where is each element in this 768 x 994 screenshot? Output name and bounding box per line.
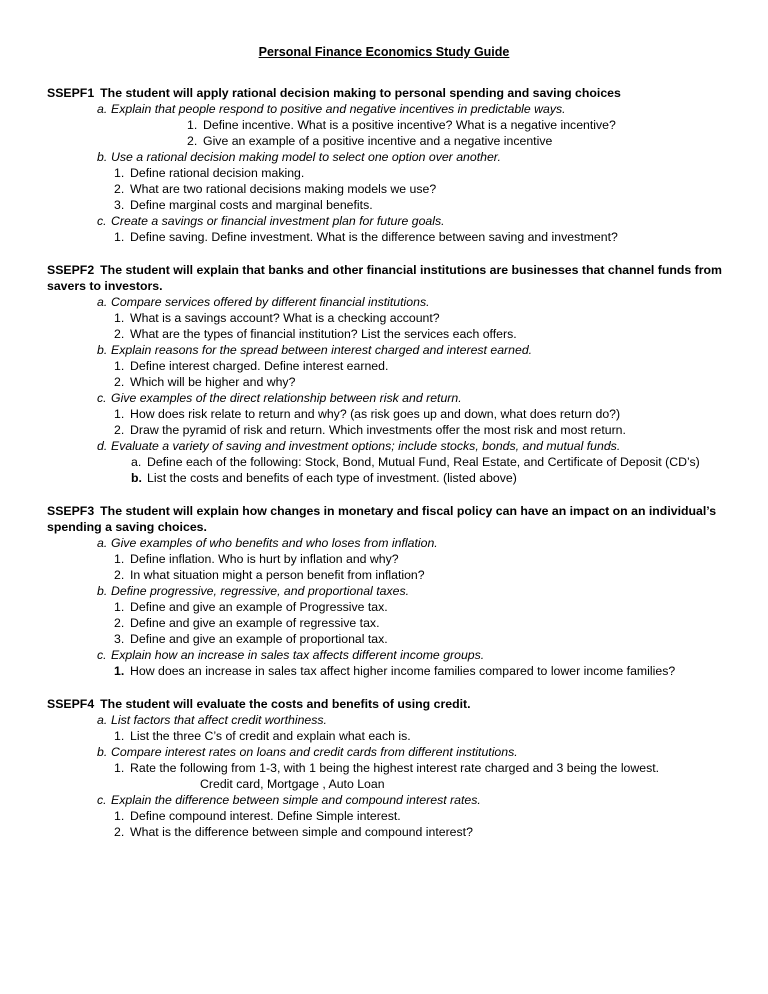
standard-heading (47, 504, 716, 519)
standard-code: SSEPF4 (47, 697, 95, 711)
objective: a. Give examples of who benefits and who loses from inflation. (97, 536, 438, 550)
standard-heading (47, 697, 471, 712)
objective: b. Explain reasons for the spread between interest charged and interest earned. (97, 343, 533, 357)
standard-text: The student will explain that banks and other financial institutions are businesses that channel funds from (100, 263, 722, 277)
objective: c. Create a savings or financial investment plan for future goals. (97, 214, 445, 228)
page-title: Personal Finance Economics Study Guide (258, 45, 510, 59)
question: 1. Define incentive. What is a positive incentive? What is a negative incentive? (187, 118, 616, 132)
standard-heading (47, 86, 621, 101)
standard-heading-continued: savers to investors. (47, 279, 163, 293)
question: 1. Define inflation. Who is hurt by inflation and why? (114, 552, 399, 566)
question: 1. Define compound interest. Define Simple interest. (114, 809, 401, 823)
question: 2. In what situation might a person benefit from inflation? (114, 568, 425, 582)
question: 1. Define interest charged. Define interest earned. (114, 359, 389, 373)
question: a. Define each of the following: Stock, Bond, Mutual Fund, Real Estate, and Certificate of Deposit (CD’s) (131, 455, 700, 469)
standard-heading-continued: spending a saving choices. (47, 520, 207, 534)
question: 1. What is a savings account? What is a checking account? (114, 311, 440, 325)
objective: b. Use a rational decision making model to select one option over another. (97, 150, 501, 164)
question: 1. Define saving. Define investment. What is the difference between saving and investment? (114, 230, 618, 244)
question: 3. Define and give an example of proportional tax. (114, 632, 388, 646)
objective: b. Define progressive, regressive, and proportional taxes. (97, 584, 410, 598)
question: 3. Define marginal costs and marginal benefits. (114, 198, 373, 212)
objective: c. Explain the difference between simple and compound interest rates. (97, 793, 481, 807)
standard-code: SSEPF3 (47, 504, 95, 518)
question: b. List the costs and benefits of each type of investment. (listed above) (131, 471, 517, 485)
question: 1. How does risk relate to return and why? (as risk goes up and down, what does return do?) (114, 407, 621, 421)
question: 2. Define and give an example of regressive tax. (114, 616, 380, 630)
objective: a. Explain that people respond to positive and negative incentives in predictable ways. (97, 102, 566, 116)
question: 2. Which will be higher and why? (114, 375, 296, 389)
question: 2. What are two rational decisions making models we use? (114, 182, 437, 196)
objective: a. List factors that affect credit worthiness. (97, 713, 327, 727)
objective: a. Compare services offered by different financial institutions. (97, 295, 430, 309)
question: 2. Give an example of a positive incentive and a negative incentive (187, 134, 553, 148)
objective: b. Compare interest rates on loans and credit cards from different institutions. (97, 745, 518, 759)
standard-heading (47, 263, 722, 278)
question: 2. Draw the pyramid of risk and return. Which investments offer the most risk and most return. (114, 423, 626, 437)
question: 1. Define rational decision making. (114, 166, 305, 180)
objective: c. Explain how an increase in sales tax affects different income groups. (97, 648, 485, 662)
standard-text: The student will evaluate the costs and benefits of using credit. (100, 697, 471, 711)
objective: c. Give examples of the direct relationship between risk and return. (97, 391, 462, 405)
standard-code: SSEPF2 (47, 263, 95, 277)
question: 1. Define and give an example of Progressive tax. (114, 600, 388, 614)
standard-text: The student will explain how changes in monetary and fiscal policy can have an impact on an individual’s (100, 504, 717, 518)
standard-code: SSEPF1 (47, 86, 95, 100)
question: 1. Rate the following from 1-3, with 1 being the highest interest rate charged and 3 being the lowest. (114, 761, 660, 775)
standard-text: The student will apply rational decision making to personal spending and saving choices (100, 86, 621, 100)
question: 2. What are the types of financial institution? List the services each offers. (114, 327, 517, 341)
question: 2. What is the difference between simple and compound interest? (114, 825, 473, 839)
question: 1. How does an increase in sales tax affect higher income families compared to lower income families? (114, 664, 676, 678)
objective: d. Evaluate a variety of saving and investment options; include stocks, bonds, and mutual funds. (97, 439, 621, 453)
question-subline: Credit card, Mortgage , Auto Loan (200, 777, 385, 791)
question: 1. List the three C’s of credit and explain what each is. (114, 729, 411, 743)
